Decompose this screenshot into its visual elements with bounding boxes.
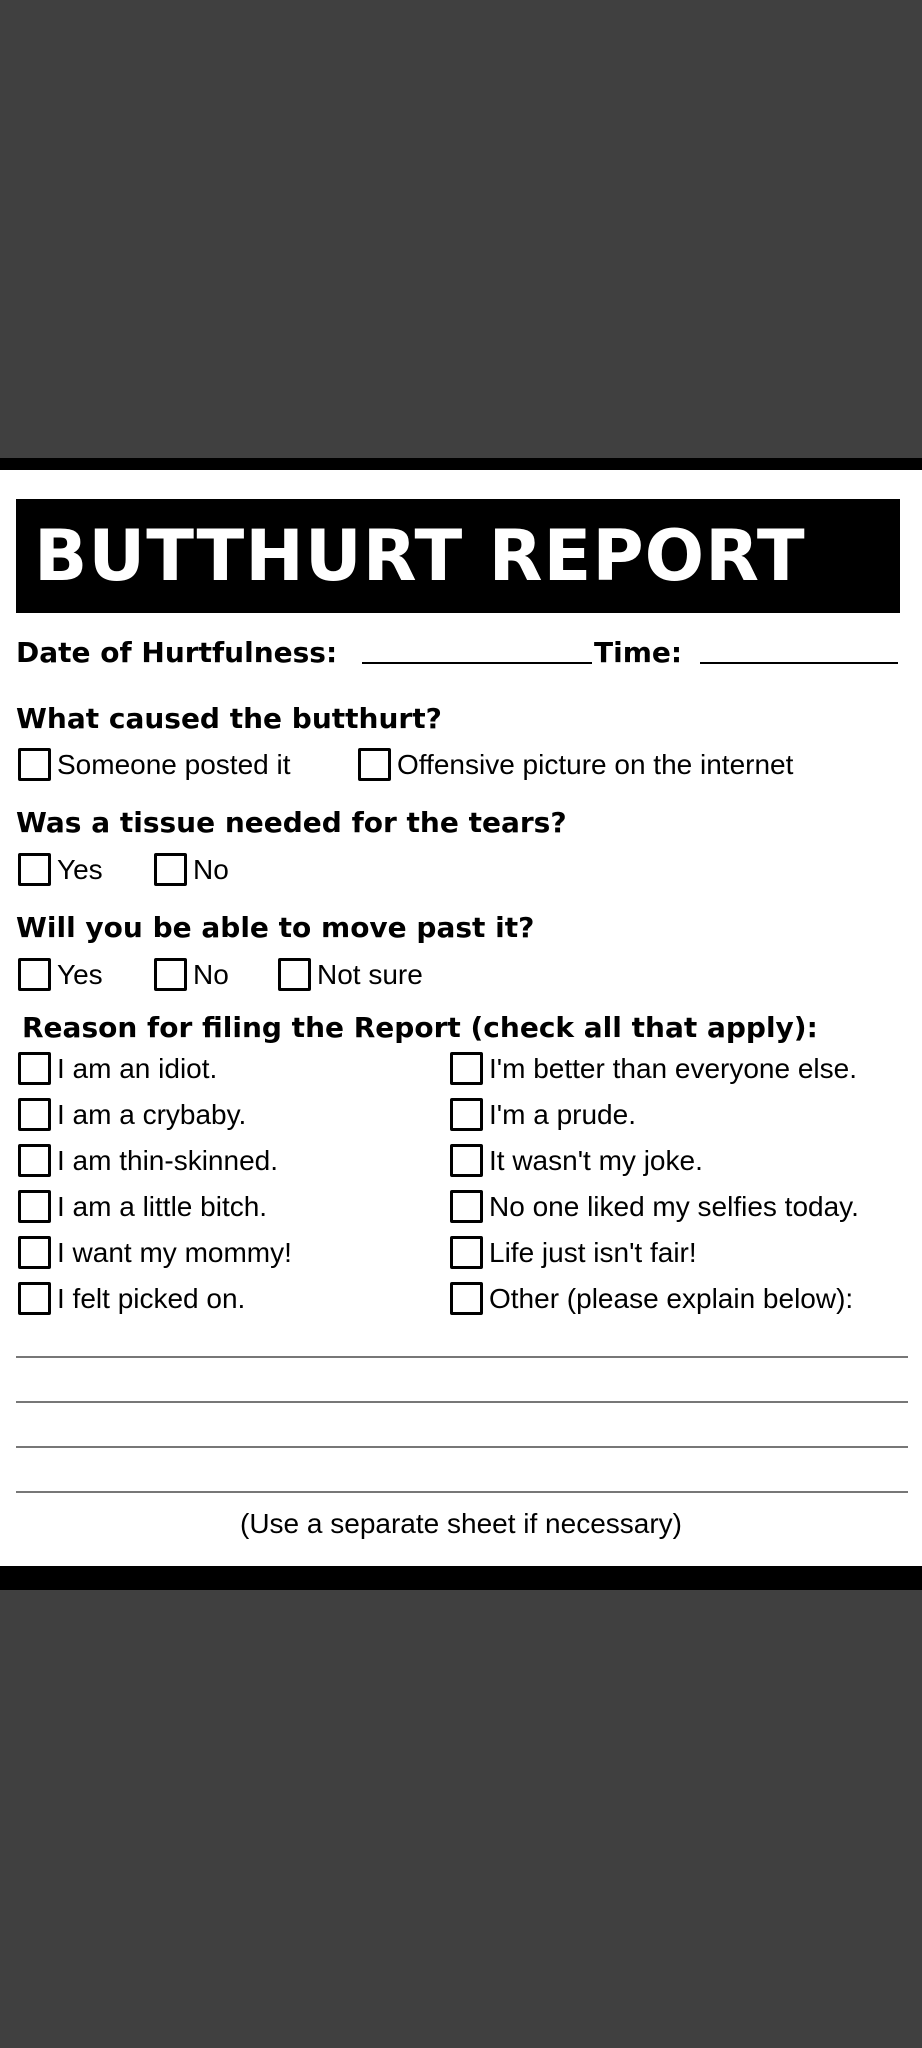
checkbox[interactable] bbox=[18, 1236, 51, 1269]
checkbox[interactable] bbox=[278, 958, 311, 991]
explanation-line[interactable] bbox=[16, 1491, 908, 1493]
reason-other[interactable] bbox=[450, 1282, 853, 1315]
option-label: Someone posted it bbox=[57, 748, 291, 780]
checkbox[interactable] bbox=[18, 1098, 51, 1131]
checkbox[interactable] bbox=[450, 1052, 483, 1085]
option-label: No bbox=[193, 958, 229, 990]
reason-thin-skinned[interactable] bbox=[18, 1144, 278, 1177]
reason-label: Life just isn't fair! bbox=[489, 1236, 697, 1268]
checkbox[interactable] bbox=[18, 748, 51, 781]
checkbox[interactable] bbox=[450, 1236, 483, 1269]
reason-label: I want my mommy! bbox=[57, 1236, 292, 1268]
reasons-heading: Reason for filing the Report (check all that apply): bbox=[22, 1011, 818, 1044]
time-field[interactable] bbox=[700, 662, 898, 664]
option-move-not-sure[interactable] bbox=[278, 958, 423, 991]
explanation-line[interactable] bbox=[16, 1356, 908, 1358]
checkbox[interactable] bbox=[18, 1190, 51, 1223]
reason-label: I am thin-skinned. bbox=[57, 1144, 278, 1176]
option-label: Yes bbox=[57, 958, 103, 990]
question-tissue: Was a tissue needed for the tears? bbox=[16, 806, 567, 839]
option-tissue-yes[interactable] bbox=[18, 853, 103, 886]
option-move-yes[interactable] bbox=[18, 958, 103, 991]
report-title: BUTTHURT REPORT bbox=[16, 499, 900, 613]
reason-idiot[interactable] bbox=[18, 1052, 217, 1085]
option-label: Yes bbox=[57, 853, 103, 885]
option-offensive-picture[interactable] bbox=[358, 748, 793, 781]
reason-prude[interactable] bbox=[450, 1098, 636, 1131]
reason-label: I am a little bitch. bbox=[57, 1190, 268, 1222]
explanation-line[interactable] bbox=[16, 1401, 908, 1403]
checkbox[interactable] bbox=[450, 1144, 483, 1177]
reason-picked-on[interactable] bbox=[18, 1282, 245, 1315]
checkbox[interactable] bbox=[154, 958, 187, 991]
checkbox[interactable] bbox=[18, 1282, 51, 1315]
reason-little[interactable] bbox=[18, 1190, 267, 1223]
option-label: No bbox=[193, 853, 229, 885]
date-label: Date of Hurtfulness: bbox=[16, 636, 338, 669]
checkbox[interactable] bbox=[154, 853, 187, 886]
reason-selfies[interactable] bbox=[450, 1190, 859, 1223]
checkbox[interactable] bbox=[18, 1052, 51, 1085]
butthurt-report-form bbox=[0, 458, 922, 1590]
reason-crybaby[interactable] bbox=[18, 1098, 246, 1131]
option-tissue-no[interactable] bbox=[154, 853, 229, 886]
checkbox[interactable] bbox=[18, 958, 51, 991]
checkbox[interactable] bbox=[450, 1098, 483, 1131]
reason-label: No one liked my selfies today. bbox=[489, 1190, 859, 1222]
reason-life-not-fair[interactable] bbox=[450, 1236, 697, 1269]
checkbox[interactable] bbox=[18, 853, 51, 886]
explanation-line[interactable] bbox=[16, 1446, 908, 1448]
option-someone-posted-it[interactable] bbox=[18, 748, 291, 781]
checkbox[interactable] bbox=[18, 1144, 51, 1177]
footnote: (Use a separate sheet if necessary) bbox=[240, 1508, 682, 1539]
option-label: Offensive picture on the internet bbox=[397, 748, 794, 780]
option-label: Not sure bbox=[317, 958, 423, 990]
reason-label: I'm better than everyone else. bbox=[489, 1052, 857, 1084]
reason-label: I felt picked on. bbox=[57, 1282, 246, 1314]
date-field[interactable] bbox=[362, 662, 592, 664]
checkbox[interactable] bbox=[450, 1282, 483, 1315]
reason-better-than-everyone[interactable] bbox=[450, 1052, 857, 1085]
option-move-no[interactable] bbox=[154, 958, 229, 991]
reason-label: It wasn't my joke. bbox=[489, 1144, 703, 1176]
time-label: Time: bbox=[594, 636, 683, 669]
checkbox[interactable] bbox=[450, 1190, 483, 1223]
reason-label: I am a crybaby. bbox=[57, 1098, 247, 1130]
reason-label: I'm a prude. bbox=[489, 1098, 636, 1130]
checkbox[interactable] bbox=[358, 748, 391, 781]
reason-label: Other (please explain below): bbox=[489, 1282, 854, 1314]
question-cause: What caused the butthurt? bbox=[16, 702, 442, 735]
reason-not-my-joke[interactable] bbox=[450, 1144, 703, 1177]
question-move-past: Will you be able to move past it? bbox=[16, 911, 535, 944]
reason-want-mommy[interactable] bbox=[18, 1236, 292, 1269]
reason-label: I am an idiot. bbox=[57, 1052, 218, 1084]
